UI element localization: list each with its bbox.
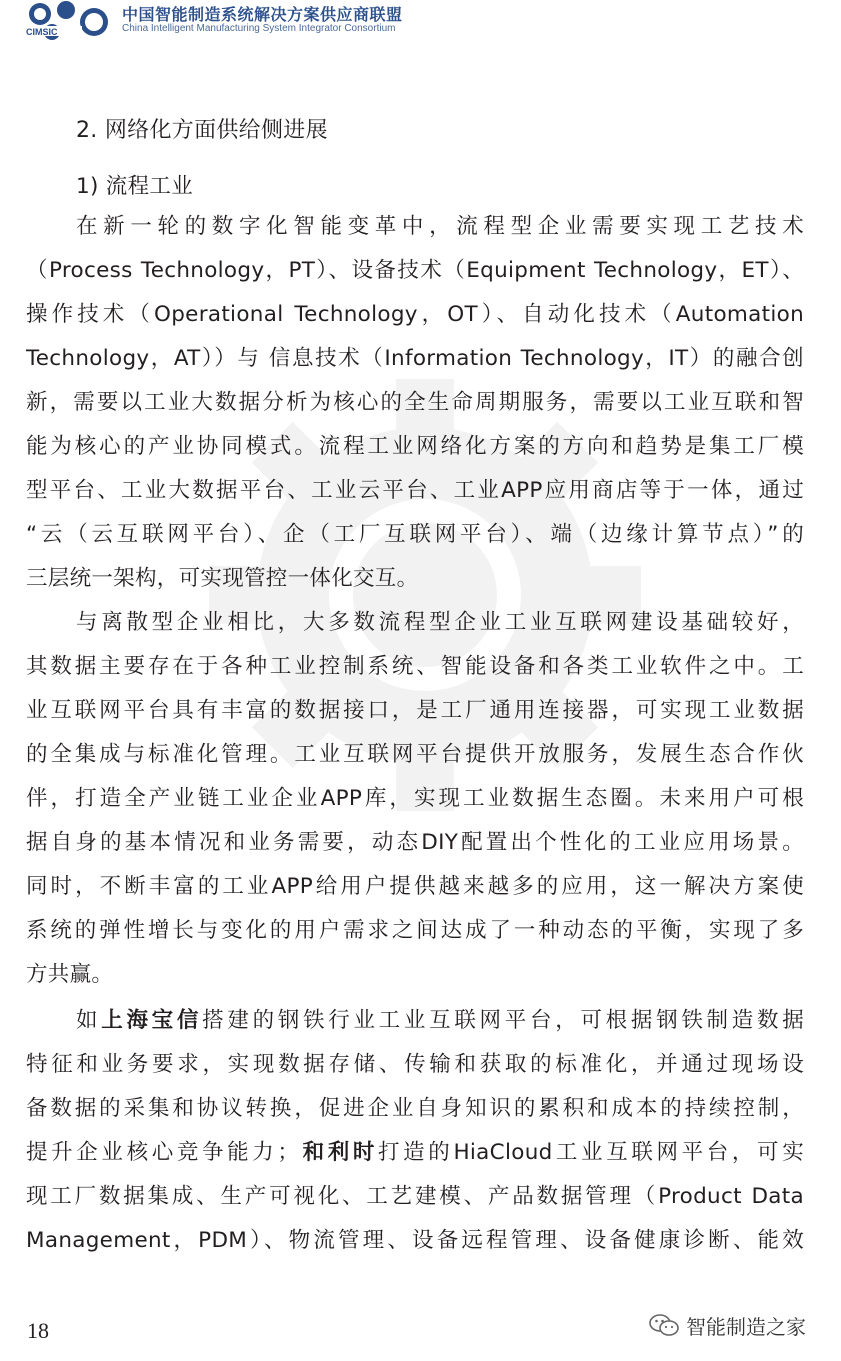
- paragraph-line: 其数据主要存在于各种工业控制系统、智能设备和各类工业软件之中。工: [26, 654, 804, 679]
- paragraph-line: 伴，打造全产业链工业企业APP库，实现工业数据生态圈。未来用户可根: [26, 786, 804, 811]
- subsection-title: 1) 流程工业: [76, 174, 194, 199]
- text-span: 如: [76, 1008, 102, 1033]
- paragraph-line: 操作技术（Operational Technology，OT）、自动化技术（Automation: [26, 302, 804, 327]
- logo-text: CIMSIC: [26, 27, 58, 37]
- paragraph-line: 的全集成与标准化管理。工业互联网平台提供开放服务，发展生态合作伙: [26, 742, 804, 767]
- company-name-hollysys: 和利时: [299, 1140, 379, 1165]
- paragraph-line: 三层统一架构，可实现管控一体化交互。: [26, 566, 419, 591]
- footer-brand: [648, 1310, 806, 1340]
- paragraph-line: 能为核心的产业协同模式。流程工业网络化方案的方向和趋势是集工厂模: [26, 434, 804, 459]
- paragraph-line: Management，PDM）、物流管理、设备远程管理、设备健康诊断、能效: [26, 1228, 804, 1253]
- paragraph-line: 方共赢。: [26, 962, 114, 987]
- paragraph-line: 型平台、工业大数据平台、工业云平台、工业APP应用商店等于一体，通过: [26, 478, 804, 503]
- paragraph-line: 据自身的基本情况和业务需要，动态DIY配置出个性化的工业应用场景。: [26, 830, 804, 855]
- paragraph-line: （Process Technology，PT）、设备技术（Equipment Technology，ET）、: [26, 258, 804, 283]
- paragraph-line: [26, 1136, 804, 1170]
- paragraph-line: 与离散型企业相比，大多数流程型企业工业互联网建设基础较好，: [76, 610, 804, 635]
- brand-name: 智能制造之家: [686, 1314, 806, 1339]
- paragraph-line: Technology，AT））与 信息技术（Information Technology，IT）的融合创: [26, 346, 804, 371]
- page-header: [0, 0, 841, 48]
- paragraph-line: 特征和业务要求，实现数据存储、传输和获取的标准化，并通过现场设: [26, 1052, 804, 1077]
- paragraph-line: “云（云互联网平台）、企（工厂互联网平台）、端（边缘计算节点）”的: [26, 522, 804, 547]
- paragraph-line: 备数据的采集和协议转换，促进企业自身知识的累积和成本的持续控制，: [26, 1096, 804, 1121]
- org-name-en: China Intelligent Manufacturing System Integrator Consortium: [122, 23, 396, 34]
- paragraph-line: 在新一轮的数字化智能变革中，流程型企业需要实现工艺技术: [76, 214, 804, 239]
- cimsic-logo: [22, 0, 114, 44]
- section-title: 2. 网络化方面供给侧进展: [76, 118, 328, 143]
- paragraph-line: 新，需要以工业大数据分析为核心的全生命周期服务，需要以工业互联和智: [26, 390, 804, 415]
- paragraph-line: 系统的弹性增长与变化的用户需求之间达成了一种动态的平衡，实现了多: [26, 918, 804, 943]
- wechat-icon: [648, 1312, 680, 1338]
- text-span: 提升企业核心竞争能力；: [26, 1140, 300, 1165]
- paragraph-line: 业互联网平台具有丰富的数据接口，是工厂通用连接器，可实现工业数据: [26, 698, 804, 723]
- paragraph-line: 现工厂数据集成、生产可视化、工艺建模、产品数据管理（Product Data: [26, 1184, 804, 1209]
- paragraph-line: 同时，不断丰富的工业APP给用户提供越来越多的应用，这一解决方案使: [26, 874, 804, 899]
- org-name-cn: 中国智能制造系统解决方案供应商联盟: [122, 5, 403, 24]
- text-span: 打造的HiaCloud工业互联网平台，可实: [378, 1140, 804, 1165]
- page-number: 18: [27, 1318, 49, 1343]
- company-name-baosight: 上海宝信: [101, 1008, 203, 1033]
- paragraph-line: [76, 1004, 804, 1038]
- text-span: 搭建的钢铁行业工业互联网平台，可根据钢铁制造数据: [202, 1008, 805, 1033]
